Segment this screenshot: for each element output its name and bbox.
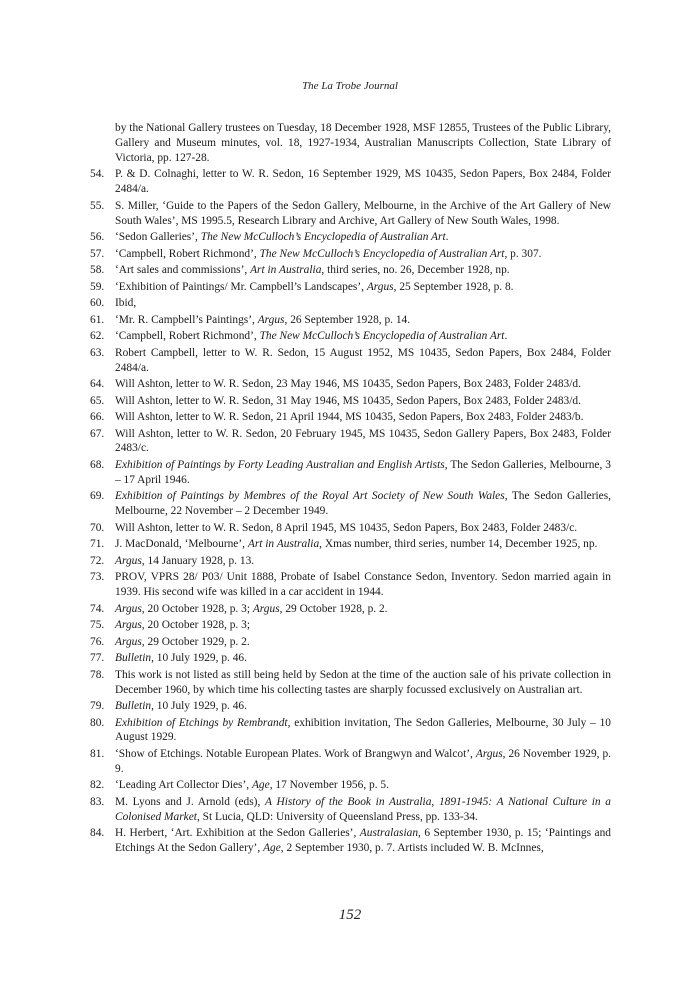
endnote-text: [115, 603, 388, 615]
endnote-title-italic: Age: [263, 842, 281, 855]
endnote-number: 77.: [90, 652, 105, 665]
endnote-number: 76.: [90, 635, 105, 648]
endnote-number: 68.: [90, 458, 105, 471]
note-continuation: by the National Gallery trustees on Tuesday, 18 December 1928, MSF 12855, Trustees of the Public Library, Gallery and Museum minutes, vol. 18, 1927-1934, Australian Manuscripts Collection, State Library of Victoria, pp. 127-28.: [115, 122, 611, 164]
endnote-text: [115, 248, 542, 260]
endnote-number: 54.: [90, 168, 105, 181]
endnote-text-run: ‘Mr. R. Campbell’s Paintings’,: [115, 313, 258, 326]
endnote-number: 71.: [90, 538, 105, 551]
endnote-number: 78.: [90, 668, 105, 681]
endnote-title-italic: The New McCulloch’s Encyclopedia of Australian Art: [259, 247, 505, 260]
endnote: [90, 635, 611, 650]
endnote-text-run: Will Ashton, letter to W. R. Sedon, 31 May 1946, MS 10435, Sedon Papers, Box 2483, Folder 2483/d.: [115, 394, 581, 407]
endnote-text-run: , 17 November 1956, p. 5.: [269, 779, 389, 792]
endnote-text-run: , St Lucia, QLD: University of Queensland Press, pp. 133-34.: [196, 810, 478, 823]
endnote: [90, 230, 611, 245]
endnote-text: [115, 571, 611, 598]
endnote-number: 60.: [90, 297, 105, 310]
endnote: [90, 618, 611, 633]
endnote-text-run: ‘Campbell, Robert Richmond’,: [115, 330, 260, 343]
endnote-title-italic: Argus: [252, 602, 280, 615]
endnote: [90, 668, 611, 698]
endnote-text-run: , 10 July 1929, p. 46.: [151, 652, 247, 665]
endnote-text-run: , 26 November 1929, p. 9.: [115, 747, 611, 775]
endnote-text-run: M. Lyons and J. Arnold (eds),: [115, 795, 266, 808]
endnote-number: 74.: [90, 602, 105, 615]
endnote-text-run: , 14 January 1928, p. 13.: [141, 554, 255, 567]
endnote: [90, 554, 611, 569]
endnote-title-italic: Exhibition of Paintings by Forty Leading Australian and English Artists: [115, 458, 445, 471]
endnote-text: [115, 297, 136, 309]
endnote-number: 66.: [90, 411, 105, 424]
endnote-number: 82.: [90, 779, 105, 792]
endnote-text: [115, 347, 611, 374]
endnote-title-italic: Argus: [115, 602, 142, 615]
endnote-text: [115, 652, 247, 664]
endnote: [90, 489, 611, 519]
endnote: [90, 778, 611, 793]
endnote: [90, 716, 611, 746]
endnote: [90, 280, 611, 295]
endnote-text-run: , 29 October 1928, p. 2.: [279, 602, 388, 615]
endnote-text-run: .: [445, 231, 449, 244]
endnote-text: [115, 555, 254, 567]
endnote-text-run: PROV, VPRS 28/ P03/ Unit 1888, Probate of Isabel Constance Sedon, Inventory. Sedon married again in 1939. His second wife was killed in a car accident in 1944.: [115, 571, 611, 599]
endnote: [90, 247, 611, 262]
endnote-text: [115, 428, 611, 455]
running-head: The La Trobe Journal: [302, 80, 398, 92]
endnote: [90, 427, 611, 457]
endnote: [90, 747, 611, 777]
endnote-text: [115, 231, 448, 243]
endnote-title-italic: Bulletin: [115, 700, 152, 713]
endnote-title-italic: Exhibition of Etchings by Rembrandt: [115, 716, 288, 729]
endnote-number: 55.: [90, 199, 105, 212]
endnote-number: 56.: [90, 231, 105, 244]
endnote-number: 83.: [90, 795, 105, 808]
endnote-number: 61.: [90, 313, 105, 326]
endnote: [90, 537, 611, 552]
endnote: [90, 296, 611, 311]
endnote-text-run: Will Ashton, letter to W. R. Sedon, 23 May 1946, MS 10435, Sedon Papers, Box 2483, Folder 2483/d.: [115, 378, 581, 391]
endnote-title-italic: A History of the Book in Australia, 1891-1945: A National Culture in a Colonised Market: [115, 795, 611, 823]
endnote-number: 79.: [90, 700, 105, 713]
endnote-number: 84.: [90, 827, 105, 840]
endnote-text: [115, 538, 597, 550]
endnote-text: [115, 490, 611, 517]
endnote-title-italic: Argus: [257, 313, 285, 326]
endnote: [90, 521, 611, 536]
endnote-text: [115, 264, 510, 276]
endnote-text-run: ‘Show of Etchings. Notable European Plates. Work of Brangwyn and Walcot’,: [115, 747, 476, 760]
endnote-text: [115, 700, 247, 712]
endnote-number: 67.: [90, 427, 105, 440]
endnote-text-run: , The Sedon Galleries, Melbourne, 22 November – 2 December 1949.: [115, 490, 611, 518]
endnote-text: [115, 378, 581, 390]
endnote-text-run: , 10 July 1929, p. 46.: [151, 700, 247, 713]
endnote: [90, 651, 611, 666]
endnote-title-italic: Argus: [115, 635, 142, 648]
endnote-text-run: , 26 September 1928, p. 14.: [284, 313, 411, 326]
endnote-text: [115, 827, 611, 854]
endnote: [90, 329, 611, 344]
endnote-text-run: Will Ashton, letter to W. R. Sedon, 21 April 1944, MS 10435, Sedon Papers, Box 2483, Folder 2483/b.: [115, 411, 584, 424]
endnote: [90, 394, 611, 409]
endnote-text: [115, 717, 611, 744]
endnote: [90, 570, 611, 600]
endnote-text-run: , 25 September 1928, p. 8.: [393, 280, 514, 293]
endnote-text: [115, 459, 611, 486]
endnote-title-italic: Art in Australia: [247, 538, 320, 551]
endnote-text: [115, 330, 507, 342]
endnote-text-run: , 20 October 1928, p. 3;: [141, 602, 253, 615]
endnote-title-italic: Art in Australia: [250, 264, 322, 277]
endnote-title-italic: Argus: [115, 554, 142, 567]
endnote-text-run: , third series, no. 26, December 1928, np.: [321, 264, 510, 277]
endnote-text-run: , exhibition invitation, The Sedon Galleries, Melbourne, 30 July – 10 August 1929.: [115, 716, 611, 744]
endnotes-list: [90, 121, 611, 858]
endnote: [90, 313, 611, 328]
endnote-text-run: This work is not listed as still being held by Sedon at the time of the auction sale of his private collection in December 1960, by which time his collecting tastes are sharply focussed exclusively on Australian art.: [115, 668, 611, 696]
endnote: [90, 795, 611, 825]
endnote-number: 73.: [90, 571, 105, 584]
endnote-text: [115, 796, 611, 823]
endnote-number: 80.: [90, 716, 105, 729]
endnote-text: [115, 411, 583, 423]
endnote: [90, 199, 611, 229]
endnote-text: [115, 395, 581, 407]
endnote-title-italic: Argus: [366, 280, 394, 293]
endnote-number: 81.: [90, 747, 105, 760]
endnote-text: [115, 619, 250, 631]
endnote-title-italic: Exhibition of Paintings by Membres of the Royal Art Society of New South Wales: [115, 490, 505, 503]
endnote: [90, 826, 611, 856]
endnote-text-run: J. MacDonald, ‘Melbourne’,: [115, 538, 248, 551]
endnote-number: 59.: [90, 280, 105, 293]
endnote-text: [115, 669, 611, 696]
endnote-text-run: , p. 307.: [504, 247, 542, 260]
endnote-number: 69.: [90, 490, 105, 503]
endnote: [90, 602, 611, 617]
endnote-text-run: H. Herbert, ‘Art. Exhibition at the Sedon Galleries’,: [115, 827, 360, 840]
endnote: [90, 263, 611, 278]
endnote-text: [115, 779, 389, 791]
endnote-title-italic: Age: [251, 779, 270, 792]
endnote-text: [115, 281, 514, 293]
endnote-title-italic: The New McCulloch’s Encyclopedia of Australian Art: [200, 231, 446, 244]
endnote-title-italic: Australasian: [359, 827, 419, 840]
endnote-text-run: , 6 September 1930, p. 15; ‘Paintings and Etchings At the Sedon Gallery’,: [115, 827, 611, 855]
endnote-title-italic: Argus: [475, 747, 503, 760]
endnote-text-run: P. & D. Colnaghi, letter to W. R. Sedon, 16 September 1929, MS 10435, Sedon Papers, Box 2484, Folder 2484/a.: [115, 168, 611, 196]
endnote-text-run: ‘Leading Art Collector Dies’,: [115, 779, 252, 792]
endnote-number: 72.: [90, 554, 105, 567]
endnote-title-italic: Bulletin: [115, 652, 152, 665]
endnote-number: 70.: [90, 521, 105, 534]
endnote-number: 75.: [90, 619, 105, 632]
endnote-number: 65.: [90, 394, 105, 407]
endnote-text-run: , The Sedon Galleries, Melbourne, 3 – 17 April 1946.: [115, 458, 611, 486]
endnote-text-run: ‘Art sales and commissions’,: [115, 264, 251, 277]
endnote-text-run: , 29 October 1929, p. 2.: [141, 635, 250, 648]
endnote-text: [115, 314, 410, 326]
endnote-text: [115, 636, 250, 648]
endnote-text-run: , Xmas number, third series, number 14, December 1925, np.: [319, 538, 598, 551]
endnote-number: 57.: [90, 247, 105, 260]
endnote: [90, 410, 611, 425]
endnote: [90, 346, 611, 376]
endnote: [90, 167, 611, 197]
endnote-number: 58.: [90, 264, 105, 277]
endnote: [90, 458, 611, 488]
endnote-text-run: ‘Sedon Galleries’,: [115, 231, 201, 244]
endnote-text-run: ‘Exhibition of Paintings/ Mr. Campbell’s Landscapes’,: [115, 280, 367, 293]
endnote-number: 64.: [90, 378, 105, 391]
endnote-number: 62.: [90, 330, 105, 343]
endnote: [90, 377, 611, 392]
endnote-text-run: Will Ashton, letter to W. R. Sedon, 8 April 1945, MS 10435, Sedon Papers, Box 2483, Folder 2483/c.: [115, 521, 578, 534]
page-number: 152: [338, 907, 362, 923]
endnote-text: [115, 748, 611, 775]
endnote: [90, 699, 611, 714]
endnote-text-run: Will Ashton, letter to W. R. Sedon, 20 February 1945, MS 10435, Sedon Gallery Papers, Box 2483, Folder 2483/c.: [115, 427, 611, 455]
endnote-text-run: ‘Campbell, Robert Richmond’,: [115, 247, 260, 260]
endnote-text-run: S. Miller, ‘Guide to the Papers of the Sedon Gallery, Melbourne, in the Archive of the Art Gallery of New South Wales’, MS 1995.5, Research Library and Archive, Art Gallery of New South Wales, 1998.: [115, 199, 611, 227]
endnote-text-run: .: [504, 330, 508, 343]
endnote-number: 63.: [90, 346, 105, 359]
endnote-text: [115, 522, 577, 534]
endnote-title-italic: The New McCulloch’s Encyclopedia of Australian Art: [259, 330, 505, 343]
endnote-title-italic: Argus: [115, 619, 142, 632]
endnote-text: [115, 168, 611, 195]
endnote-text-run: , 20 October 1928, p. 3;: [141, 619, 250, 632]
endnote-text-run: Robert Campbell, letter to W. R. Sedon, 15 August 1952, MS 10435, Sedon Papers, Box 2484, Folder 2484/a.: [115, 346, 611, 374]
endnote-text-run: Ibid,: [115, 297, 137, 310]
endnote-text: [115, 200, 611, 227]
endnote-text-run: , 2 September 1930, p. 7. Artists included W. B. McInnes,: [280, 842, 544, 855]
